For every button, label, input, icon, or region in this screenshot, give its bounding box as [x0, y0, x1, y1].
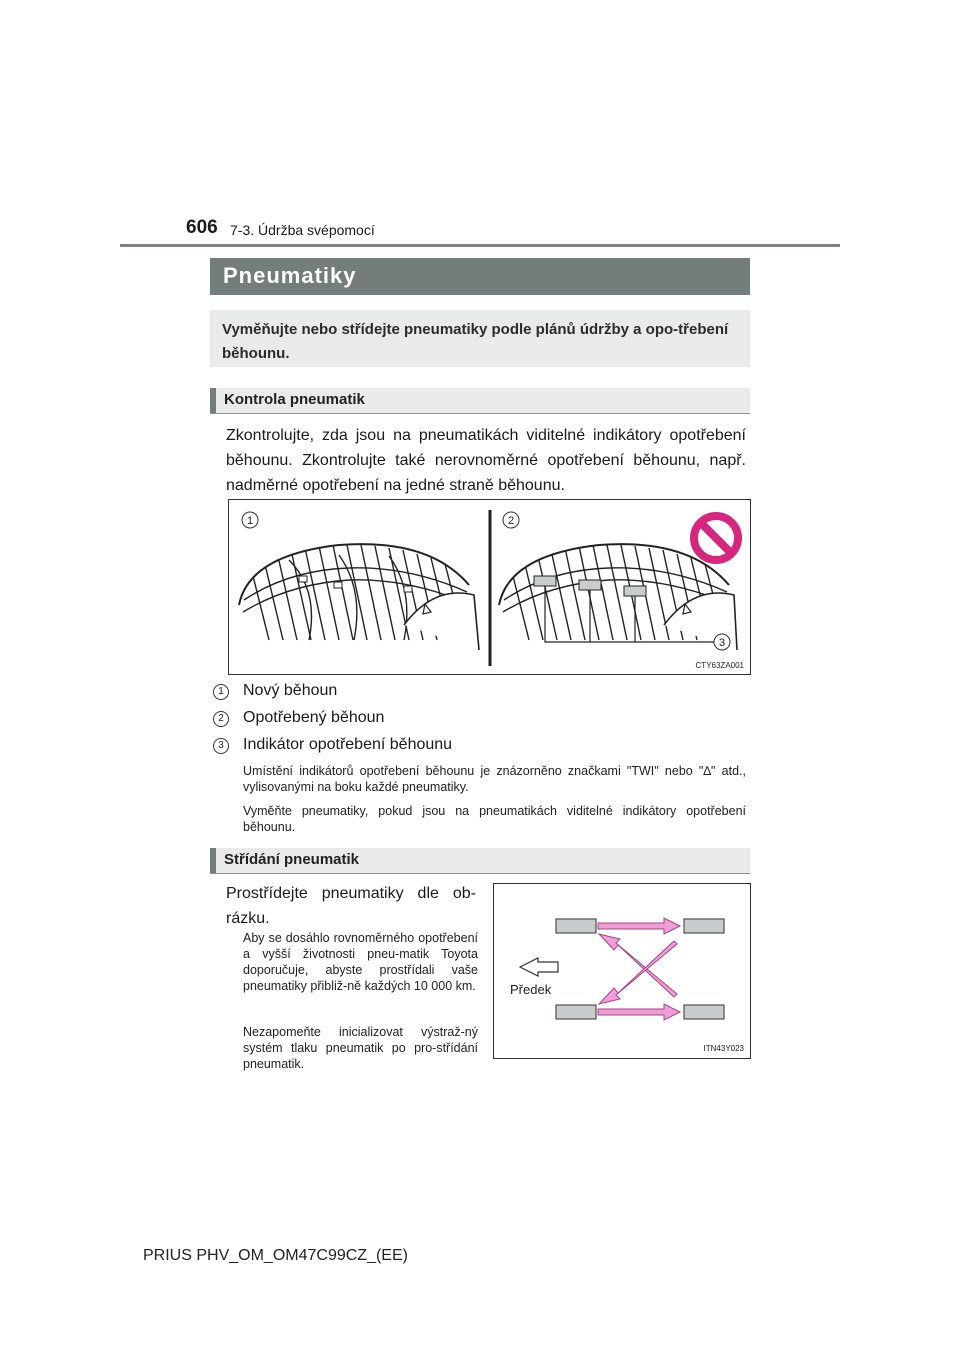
prohibited-icon: [694, 516, 738, 560]
callout-3: 3: [718, 637, 726, 649]
subheading-text: Střídání pneumatik: [224, 851, 360, 868]
rotation-body: Prostřídejte pneumatiky dle ob-rázku.: [226, 885, 476, 927]
front-direction-arrow: [520, 958, 558, 976]
front-label: Předek: [510, 982, 552, 997]
rotation-arrows: [598, 918, 680, 1020]
page-title: Pneumatiky: [223, 263, 357, 288]
legend-label: Opotřebený běhoun: [243, 709, 385, 726]
rotation-interval-note: Aby se dosáhlo rovnoměrného opotřebení a vyšší životnosti pneu-matik Toyota doporučuje, abyste prostřídali vaše pneumatiky přibliž-ně každých 10 000 km.: [243, 931, 478, 993]
callout-1: 1: [246, 515, 254, 527]
intro-box: [210, 310, 750, 367]
tire-wear-figure: [228, 499, 751, 675]
tire-rotation-diagram: [494, 884, 750, 1058]
figure-code: CTY63ZA001: [695, 661, 744, 670]
replace-tire-note: Vyměňte pneumatiky, pokud jsou na pneumatikách viditelné indikátory opotřebení běhounu.: [243, 804, 746, 834]
figure-code: ITN43Y023: [703, 1044, 744, 1053]
legend-number: 1: [213, 684, 229, 700]
wear-indicator-note: Umístění indikátorů opotřebení běhounu je znázorněno značkami "TWI" nebo "∆" atd., vylisovanými na boku každé pneumatiky.: [243, 764, 746, 794]
header-divider: [120, 244, 840, 247]
subheading-accent: [210, 388, 216, 413]
page-title-bar: [210, 258, 750, 295]
tire-front-left: [556, 919, 596, 933]
callout-2: 2: [507, 515, 515, 527]
legend-number: 2: [213, 711, 229, 727]
section-breadcrumb: 7-3. Údržba svépomocí: [230, 222, 375, 238]
subheading-accent: [210, 848, 216, 873]
tire-wear-illustration: [229, 500, 750, 674]
subheading-tire-check: [210, 388, 750, 414]
tire-rear-left: [556, 1005, 596, 1019]
tire-front-right: [684, 919, 724, 933]
document-footer: PRIUS PHV_OM_OM47C99CZ_(EE): [143, 1247, 408, 1264]
legend-number: 3: [213, 738, 229, 754]
tire-check-body: Zkontrolujte, zda jsou na pneumatikách viditelné indikátory opotřebení běhounu. Zkontrolujte také nerovnoměrné opotřebení běhounu, např. nadměrné opotřebení na jedné straně běhounu.: [226, 427, 746, 494]
new-tread-tire: [239, 544, 479, 650]
tire-rotation-figure: [493, 883, 751, 1059]
subheading-tire-rotation: [210, 848, 750, 874]
tire-rear-right: [684, 1005, 724, 1019]
intro-text: Vyměňujte nebo střídejte pneumatiky podle plánů údržby a opo-třebení běhounu.: [222, 321, 729, 362]
tpms-reset-note: Nezapomeňte inicializovat výstraž-ný systém tlaku pneumatik po pro-střídání pneumatik.: [243, 1025, 478, 1071]
legend-label: Nový běhoun: [243, 682, 338, 699]
legend-label: Indikátor opotřebení běhounu: [243, 736, 453, 753]
page-number: 606: [186, 217, 218, 238]
worn-tread-tire: [499, 544, 737, 650]
subheading-text: Kontrola pneumatik: [224, 391, 365, 408]
